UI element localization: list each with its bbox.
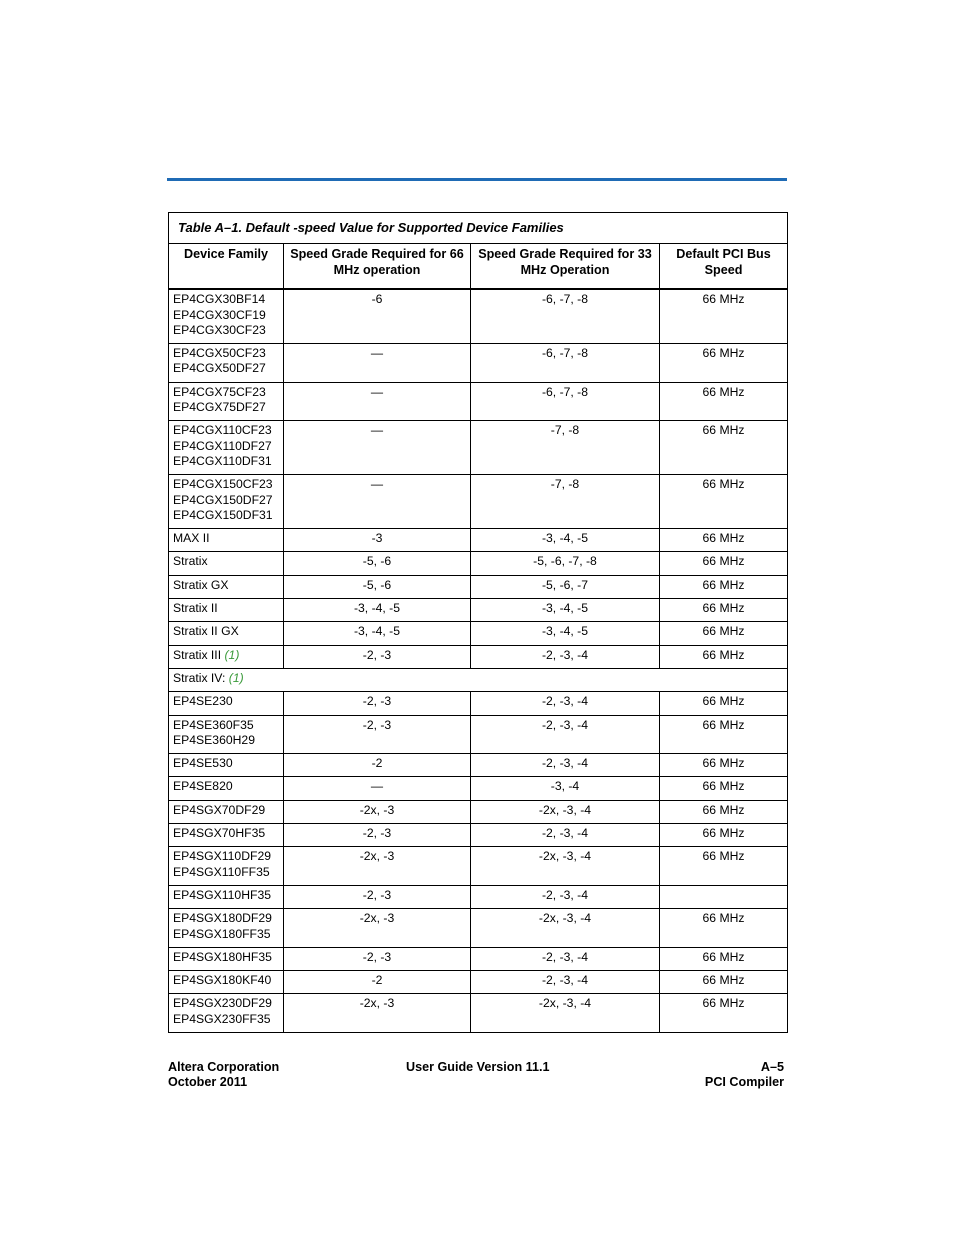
device-family-cell [169,575,284,598]
device-family-name: EP4SGX230DF29 [173,996,272,1011]
bus-speed-cell: 66 MHz [660,575,788,598]
table-row [169,847,788,886]
bus-speed-cell: 66 MHz [660,971,788,994]
device-family-cell [169,344,284,383]
col-header-bus-speed: Default PCI Bus Speed [660,244,788,290]
bus-speed-cell: 66 MHz [660,824,788,847]
speed-grade-66-cell: -6 [284,289,471,343]
device-family-name: Stratix [173,554,208,569]
device-family-name: EP4SGX110DF29 [173,849,272,864]
device-family-name: Stratix II [173,601,218,616]
speed-grade-66-cell: -2x, -3 [284,994,471,1033]
speed-grade-66-cell: -2, -3 [284,715,471,754]
device-family-cell [169,754,284,777]
speed-grade-33-cell: -6, -7, -8 [471,382,660,421]
speed-grade-33-cell: -5, -6, -7, -8 [471,552,660,575]
table-row [169,800,788,823]
speed-grade-66-cell: -2, -3 [284,692,471,715]
speed-grade-66-cell: -2, -3 [284,947,471,970]
bus-speed-cell: 66 MHz [660,475,788,529]
table-row [169,599,788,622]
header-rule [167,178,787,181]
device-family-name: Stratix II GX [173,624,239,639]
device-family-name: EP4CGX50CF23 [173,346,266,361]
device-family-name: Stratix GX [173,577,229,592]
bus-speed-cell [660,885,788,908]
device-family-name: EP4SE230 [173,694,233,709]
speed-grade-33-cell: -2, -3, -4 [471,885,660,908]
device-family-name: EP4CGX150CF23 [173,477,273,492]
section-label: Stratix IV: [173,670,226,685]
speed-grade-66-cell: -2x, -3 [284,800,471,823]
device-family-name: EP4CGX110CF23 [173,423,272,438]
table-row [169,529,788,552]
table-row [169,971,788,994]
device-family-name: EP4SGX180HF35 [173,949,272,964]
speed-grade-33-cell: -6, -7, -8 [471,289,660,343]
speed-grade-66-cell: -3, -4, -5 [284,599,471,622]
speed-grade-66-cell: -2, -3 [284,824,471,847]
footnote-link[interactable]: (1) [228,670,244,685]
speed-grade-33-cell: -2x, -3, -4 [471,994,660,1033]
device-family-cell [169,847,284,886]
device-family-name: EP4CGX50DF27 [173,361,266,376]
footer-product: PCI Compiler [704,1075,784,1089]
device-family-name: EP4CGX30BF14 [173,292,266,307]
table-row [169,994,788,1033]
device-family-cell [169,552,284,575]
device-family-name [173,648,279,663]
bus-speed-cell: 66 MHz [660,715,788,754]
device-family-name: EP4CGX150DF31 [173,507,273,522]
speed-grade-66-cell: -5, -6 [284,552,471,575]
speed-grade-33-cell: -6, -7, -8 [471,344,660,383]
col-header-device-family: Device Family [169,244,284,290]
device-family-cell [169,382,284,421]
table-row [169,909,788,948]
device-family-name: MAX II [173,531,210,546]
bus-speed-cell: 66 MHz [660,344,788,383]
table-row [169,382,788,421]
footnote-link[interactable]: (1) [224,647,240,662]
table-row [169,645,788,668]
speed-grade-33-cell: -7, -8 [471,475,660,529]
speed-grade-33-cell: -3, -4, -5 [471,599,660,622]
speed-grade-33-cell: -2, -3, -4 [471,715,660,754]
device-family-cell [169,692,284,715]
table-row [169,622,788,645]
table-caption: Table A–1. Default -speed Value for Supported Device Families [169,213,788,244]
device-family-name: EP4CGX30CF19 [173,307,266,322]
footer-right [705,1060,784,1090]
device-family-name: EP4SE530 [173,756,233,771]
device-family-cell [169,824,284,847]
device-family-cell [169,971,284,994]
bus-speed-cell: 66 MHz [660,529,788,552]
speed-grade-33-cell: -2, -3, -4 [471,971,660,994]
table-row [169,552,788,575]
device-family-name: EP4SGX180FF35 [173,926,271,941]
footer-page-number: A–5 [760,1060,784,1074]
speed-grade-66-cell: -2 [284,754,471,777]
table-row [169,885,788,908]
table-row [169,692,788,715]
device-family-cell [169,994,284,1033]
device-family-name: EP4SGX180KF40 [173,973,272,988]
speed-grade-66-cell: — [284,382,471,421]
bus-speed-cell: 66 MHz [660,289,788,343]
device-family-text: Stratix III [173,647,222,662]
device-family-cell [169,289,284,343]
device-family-cell [169,599,284,622]
speed-grade-33-cell: -3, -4 [471,777,660,800]
table-row [169,777,788,800]
device-family-cell [169,947,284,970]
section-label-cell [169,668,788,691]
section-row [169,668,788,691]
device-family-name: EP4SGX230FF35 [173,1011,271,1026]
table-row [169,575,788,598]
table-body [169,289,788,668]
speed-grade-66-cell: -2x, -3 [284,909,471,948]
speed-grade-33-cell: -7, -8 [471,421,660,475]
device-family-cell [169,777,284,800]
bus-speed-cell: 66 MHz [660,754,788,777]
speed-grade-33-cell: -5, -6, -7 [471,575,660,598]
table-row [169,824,788,847]
device-family-name: EP4CGX110DF31 [173,453,272,468]
bus-speed-cell: 66 MHz [660,947,788,970]
speed-grade-66-cell: — [284,344,471,383]
device-family-name: EP4SE360F35 [173,717,254,732]
speed-grade-33-cell: -2x, -3, -4 [471,847,660,886]
col-header-33mhz: Speed Grade Required for 33 MHz Operation [471,244,660,290]
table-row [169,344,788,383]
table-body-stratix-iv [169,692,788,1033]
bus-speed-cell: 66 MHz [660,552,788,575]
speed-grade-table [168,212,788,1033]
speed-grade-33-cell: -2x, -3, -4 [471,800,660,823]
device-family-name: EP4SGX110HF35 [173,887,272,902]
speed-grade-33-cell: -2, -3, -4 [471,754,660,777]
speed-grade-66-cell: -3 [284,529,471,552]
speed-grade-66-cell: -2, -3 [284,645,471,668]
device-family-cell [169,475,284,529]
speed-grade-33-cell: -2, -3, -4 [471,692,660,715]
bus-speed-cell: 66 MHz [660,645,788,668]
device-family-name: EP4SGX70HF35 [173,826,266,841]
footer-date: October 2011 [168,1075,248,1089]
device-family-cell [169,622,284,645]
bus-speed-cell: 66 MHz [660,777,788,800]
speed-grade-33-cell: -2, -3, -4 [471,645,660,668]
bus-speed-cell: 66 MHz [660,692,788,715]
device-family-cell [169,885,284,908]
bus-speed-cell: 66 MHz [660,847,788,886]
bus-speed-cell: 66 MHz [660,800,788,823]
speed-grade-66-cell: — [284,475,471,529]
bus-speed-cell: 66 MHz [660,994,788,1033]
speed-grade-66-cell: — [284,421,471,475]
bus-speed-cell: 66 MHz [660,421,788,475]
footer-version: User Guide Version 11.1 [406,1060,550,1074]
device-family-cell [169,800,284,823]
table-row [169,421,788,475]
device-family-name: EP4SGX110FF35 [173,864,270,879]
device-family-name: EP4CGX110DF27 [173,438,272,453]
footer-company: Altera Corporation [168,1060,280,1074]
device-family-name: EP4SE820 [173,779,233,794]
bus-speed-cell: 66 MHz [660,599,788,622]
bus-speed-cell: 66 MHz [660,622,788,645]
device-family-cell [169,421,284,475]
device-family-name: EP4SGX180DF29 [173,911,272,926]
speed-grade-33-cell: -3, -4, -5 [471,529,660,552]
device-family-name: EP4CGX75DF27 [173,400,266,415]
speed-grade-33-cell: -2, -3, -4 [471,824,660,847]
bus-speed-cell: 66 MHz [660,382,788,421]
speed-grade-66-cell: -2 [284,971,471,994]
speed-grade-33-cell: -2x, -3, -4 [471,909,660,948]
speed-grade-66-cell: -2x, -3 [284,847,471,886]
device-family-name: EP4CGX75CF23 [173,384,266,399]
speed-grade-66-cell: -2, -3 [284,885,471,908]
device-family-cell [169,529,284,552]
device-family-name: EP4SE360H29 [173,732,255,747]
device-family-name: EP4SGX70DF29 [173,802,266,817]
table-row [169,475,788,529]
table-row [169,947,788,970]
table-row [169,754,788,777]
speed-grade-66-cell: -5, -6 [284,575,471,598]
device-family-name: EP4CGX150DF27 [173,492,273,507]
footer-left [168,1060,279,1090]
device-family-cell [169,715,284,754]
speed-grade-33-cell: -2, -3, -4 [471,947,660,970]
speed-grade-66-cell: — [284,777,471,800]
speed-grade-66-cell: -3, -4, -5 [284,622,471,645]
speed-grade-33-cell: -3, -4, -5 [471,622,660,645]
device-family-name: EP4CGX30CF23 [173,322,266,337]
device-family-cell [169,645,284,668]
bus-speed-cell: 66 MHz [660,909,788,948]
col-header-66mhz: Speed Grade Required for 66 MHz operation [284,244,471,290]
table-row [169,715,788,754]
device-family-cell [169,909,284,948]
table-row [169,289,788,343]
